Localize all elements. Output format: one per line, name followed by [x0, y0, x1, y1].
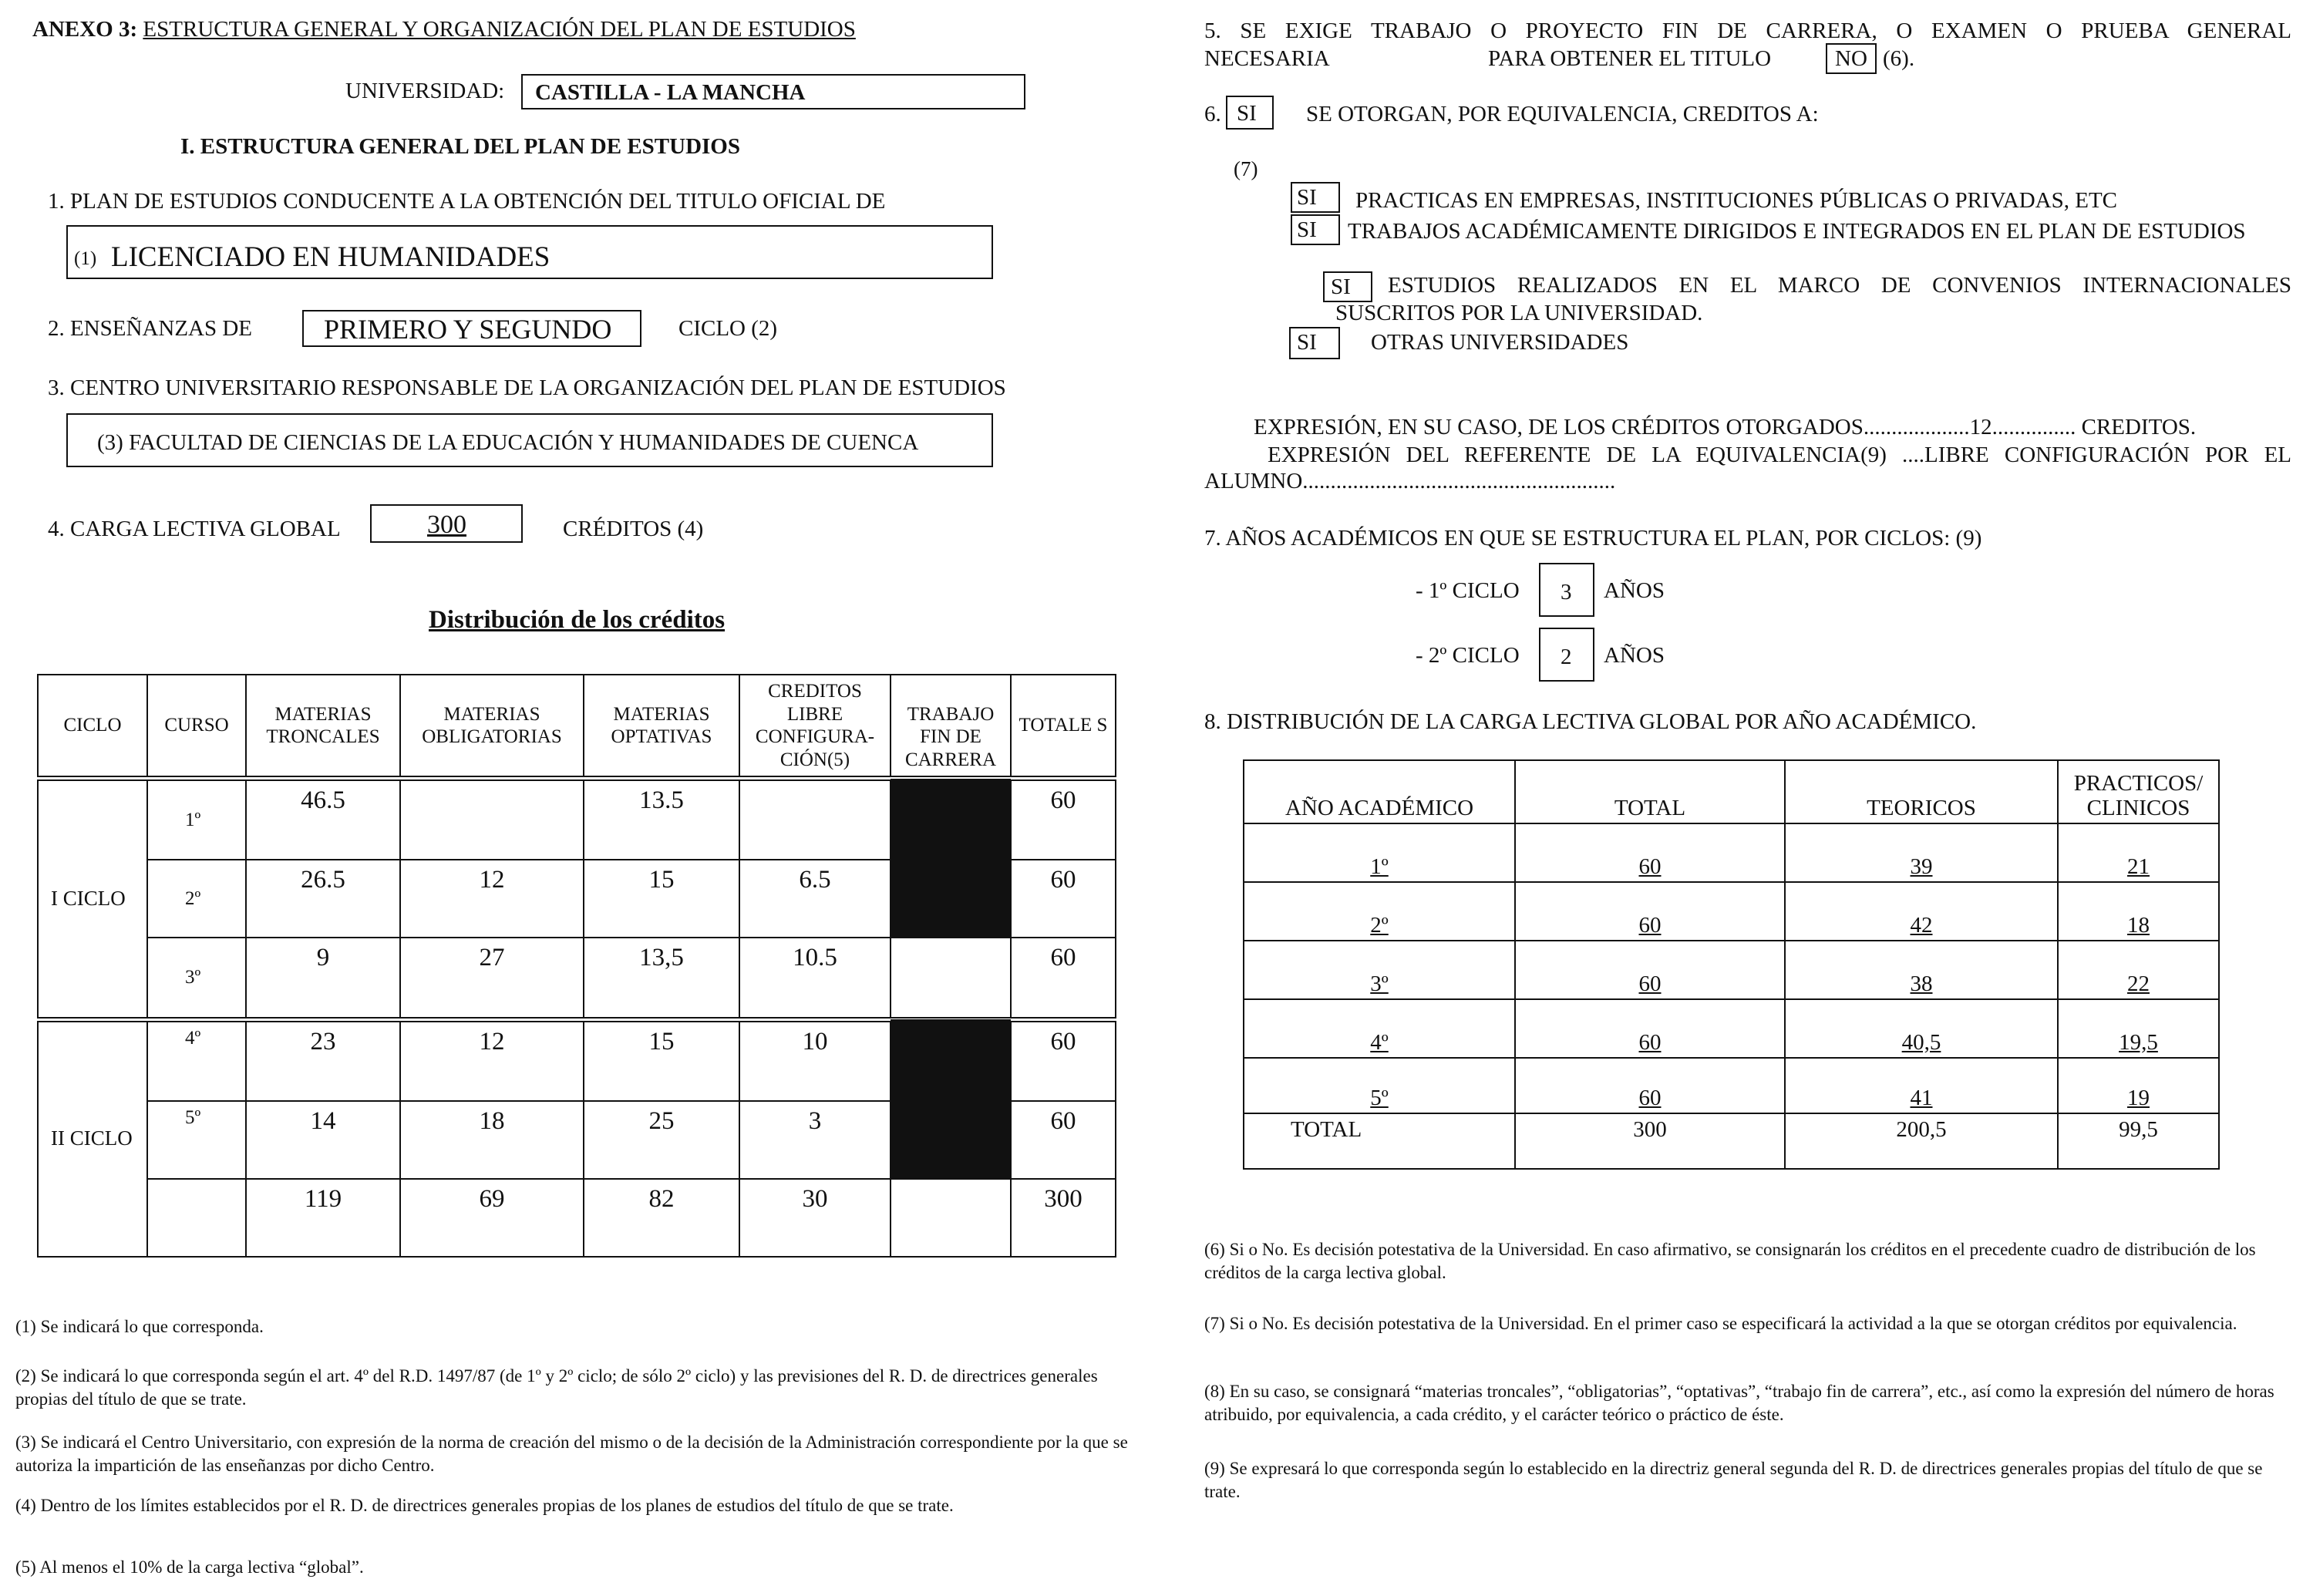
table-row — [38, 1019, 1116, 1101]
equiv-value-2: SI — [1297, 217, 1317, 242]
expr-creditos: EXPRESIÓN, EN SU CASO, DE LOS CRÉDITOS OTORGADOS...................12............... CREDITOS. — [1254, 415, 2197, 439]
item8-label: 8. DISTRIBUCIÓN DE LA CARGA LECTIVA GLOBAL POR AÑO ACADÉMICO. — [1204, 709, 1977, 734]
header-trabajo: TRABAJO FIN DE CARRERA — [891, 675, 1011, 779]
item5-note: (6). — [1883, 46, 1915, 71]
practicos-cell: 19,5 — [2058, 999, 2219, 1058]
table-row — [1244, 941, 2219, 999]
annex-heading — [32, 17, 856, 42]
years-header-ano: AÑO ACADÉMICO — [1244, 760, 1515, 823]
obligatorias-cell — [400, 779, 584, 860]
troncales-cell: 46.5 — [246, 779, 400, 860]
optativas-cell: 15 — [584, 860, 739, 938]
credits-distribution-table — [37, 674, 1116, 1258]
curso-cell: 4º — [147, 1019, 246, 1101]
years-distribution-table — [1243, 759, 2220, 1170]
equiv-box-3 — [1323, 271, 1372, 302]
total-cell: 60 — [1515, 823, 1785, 882]
total-label-cell: TOTAL — [1244, 1113, 1515, 1169]
optativas-cell: 25 — [584, 1101, 739, 1179]
footnote-8: (8) En su caso, se consignará “materias troncales”, “obligatorias”, “optativas”, “trabajo fin de carrera”, etc., así como la expresión del número de horas atribuido, por equivalencia, a cada crédito, y el carácter teórico o práctico de éste. — [1204, 1382, 2274, 1424]
equiv-box-4 — [1289, 327, 1340, 359]
annex-title: ESTRUCTURA GENERAL Y ORGANIZACIÓN DEL PLAN DE ESTUDIOS — [143, 17, 856, 42]
item5-value: NO — [1835, 46, 1867, 71]
expr-referente-1: EXPRESIÓN DEL REFERENTE DE LA EQUIVALENCIA(9) ....LIBRE CONFIGURACIÓN POR EL — [1268, 443, 2291, 467]
table-row — [1244, 882, 2219, 941]
carga-value: 300 — [427, 510, 466, 539]
item2-suffix: CICLO (2) — [678, 316, 778, 341]
expr-referente-2: ALUMNO........................................................ — [1204, 469, 1616, 493]
centro-box — [66, 413, 993, 467]
troncales-cell: 23 — [246, 1019, 400, 1101]
total-cell: 60 — [1515, 941, 1785, 999]
item5-line1: 5. SE EXIGE TRABAJO O PROYECTO FIN DE CARRERA, O EXAMEN O PRUEBA GENERAL — [1204, 19, 2291, 43]
ciclo1-label: - 1º CICLO — [1416, 578, 1520, 603]
footnote-6: (6) Si o No. Es decisión potestativa de la Universidad. En caso afirmativo, se consignarán los créditos en el precedente cuadro de distribución de los créditos de la carga lectiva global. — [1204, 1240, 2256, 1282]
practicos-cell: 22 — [2058, 941, 2219, 999]
footnote-2: (2) Se indicará lo que corresponda según el art. 4º del R.D. 1497/87 (de 1º y 2º ciclo; de sólo 2º ciclo) y las previsiones del R. D. de directrices generales propias del título de que se trate. — [15, 1366, 1098, 1409]
teoricos-cell: 38 — [1785, 941, 2058, 999]
total-cell: 60 — [1515, 882, 1785, 941]
universidad-value: CASTILLA - LA MANCHA — [535, 80, 806, 105]
equiv-value-4: SI — [1297, 330, 1317, 355]
equiv-label-1: PRACTICAS EN EMPRESAS, INSTITUCIONES PÚBLICAS O PRIVADAS, ETC — [1355, 188, 2118, 213]
teoricos-cell: 40,5 — [1785, 999, 2058, 1058]
equiv-box-1 — [1291, 182, 1340, 213]
optativas-cell: 13.5 — [584, 779, 739, 860]
centro-value: (3) FACULTAD DE CIENCIAS DE LA EDUCACIÓN Y HUMANIDADES DE CUENCA — [97, 430, 919, 455]
ano-cell: 4º — [1244, 999, 1515, 1058]
item7-label: 7. AÑOS ACADÉMICOS EN QUE SE ESTRUCTURA EL PLAN, POR CICLOS: (9) — [1204, 526, 1982, 551]
table-row — [38, 860, 1116, 938]
header-obligatorias: MATERIAS OBLIGATORIAS — [400, 675, 584, 779]
libre-cell: 10 — [739, 1019, 891, 1101]
years-header-teoricos: TEORICOS — [1785, 760, 2058, 823]
item6-value: SI — [1237, 101, 1257, 126]
ciclo1-anos: AÑOS — [1604, 578, 1665, 603]
table-row — [38, 938, 1116, 1019]
equiv-label-4: OTRAS UNIVERSIDADES — [1371, 330, 1629, 355]
item2-label: 2. ENSEÑANZAS DE — [48, 316, 253, 341]
table-row — [1244, 823, 2219, 882]
trabajo-cell-shaded — [891, 860, 1011, 938]
troncales-total: 119 — [246, 1179, 400, 1257]
footnote-9: (9) Se expresará lo que corresponda según lo establecido en la directriz general segunda del R. D. de directrices generales propias del título de que se trate. — [1204, 1459, 2263, 1501]
troncales-cell: 9 — [246, 938, 400, 1019]
optativas-cell: 13,5 — [584, 938, 739, 1019]
footnote-1: (1) Se indicará lo que corresponda. — [15, 1317, 264, 1336]
ensenanzas-value: PRIMERO Y SEGUNDO — [324, 314, 612, 345]
header-curso: CURSO — [147, 675, 246, 779]
header-optativas: MATERIAS OPTATIVAS — [584, 675, 739, 779]
ciclo1-value: 3 — [1561, 580, 1572, 604]
footnote-4: (4) Dentro de los límites establecidos por el R. D. de directrices generales propias de los planes de estudios del título de que se trate. — [15, 1496, 954, 1515]
header-ciclo: CICLO — [38, 675, 147, 779]
teoricos-cell: 42 — [1785, 882, 2058, 941]
practicos-cell: 18 — [2058, 882, 2219, 941]
libre-cell — [739, 779, 891, 860]
troncales-cell: 26.5 — [246, 860, 400, 938]
optativas-cell: 15 — [584, 1019, 739, 1101]
total-teoricos-cell: 200,5 — [1785, 1113, 2058, 1169]
trabajo-cell-shaded — [891, 779, 1011, 860]
item1-label: 1. PLAN DE ESTUDIOS CONDUCENTE A LA OBTENCIÓN DEL TITULO OFICIAL DE — [48, 189, 886, 214]
total-cell: 60 — [1011, 779, 1116, 860]
header-libre: CREDITOS LIBRE CONFIGURA-CIÓN(5) — [739, 675, 891, 779]
universidad-box — [521, 74, 1025, 109]
titulo-box — [66, 225, 993, 279]
table-row — [1244, 999, 2219, 1058]
grand-total: 300 — [1011, 1179, 1116, 1257]
curso-cell: 5º — [147, 1101, 246, 1179]
libre-total: 30 — [739, 1179, 891, 1257]
ciclo-cell: I CICLO — [38, 779, 147, 1020]
item5-box — [1826, 43, 1877, 74]
equiv-value-3: SI — [1331, 274, 1351, 299]
footnote-5: (5) Al menos el 10% de la carga lectiva “global”. — [15, 1557, 364, 1577]
item6-note: (7) — [1234, 157, 1258, 180]
teoricos-cell: 41 — [1785, 1058, 2058, 1113]
header-totales: TOTALE S — [1011, 675, 1116, 779]
ciclo2-value: 2 — [1561, 645, 1572, 669]
table-row — [38, 1101, 1116, 1179]
section-title: I. ESTRUCTURA GENERAL DEL PLAN DE ESTUDIOS — [180, 134, 740, 159]
total-total-cell: 300 — [1515, 1113, 1785, 1169]
troncales-cell: 14 — [246, 1101, 400, 1179]
total-cell: 60 — [1011, 1101, 1116, 1179]
curso-cell: 1º — [147, 779, 246, 860]
table-row — [1244, 1058, 2219, 1113]
total-cell: 60 — [1515, 999, 1785, 1058]
ensenanzas-box — [302, 310, 641, 347]
ciclo2-label: - 2º CICLO — [1416, 643, 1520, 668]
obligatorias-cell: 12 — [400, 1019, 584, 1101]
carga-box — [370, 504, 523, 543]
footnote-7: (7) Si o No. Es decisión potestativa de la Universidad. En el primer caso se especificará la actividad a la que se otorgan créditos por equivalencia. — [1204, 1314, 2237, 1333]
curso-cell: 2º — [147, 860, 246, 938]
obligatorias-cell: 27 — [400, 938, 584, 1019]
equiv-label-3b: SUSCRITOS POR LA UNIVERSIDAD. — [1335, 301, 1703, 325]
trabajo-cell-shaded — [891, 1101, 1011, 1179]
curso-cell — [147, 1179, 246, 1257]
total-cell: 60 — [1011, 860, 1116, 938]
total-cell: 60 — [1011, 938, 1116, 1019]
years-header-row — [1244, 760, 2219, 823]
obligatorias-total: 69 — [400, 1179, 584, 1257]
total-cell: 60 — [1011, 1019, 1116, 1101]
total-cell: 60 — [1515, 1058, 1785, 1113]
curso-cell: 3º — [147, 938, 246, 1019]
ciclo1-box — [1539, 563, 1594, 617]
footnote-3: (3) Se indicará el Centro Universitario, con expresión de la norma de creación del mismo o de la decisión de la Administración correspondiente por la que se autoriza la impartición de las enseñanzas por dicho Centro. — [15, 1433, 1128, 1475]
dist-title: Distribución de los créditos — [429, 606, 726, 634]
header-troncales: MATERIAS TRONCALES — [246, 675, 400, 779]
table-header-row — [38, 675, 1116, 779]
libre-cell: 3 — [739, 1101, 891, 1179]
trabajo-cell — [891, 938, 1011, 1019]
optativas-total: 82 — [584, 1179, 739, 1257]
ano-cell: 1º — [1244, 823, 1515, 882]
item6-num: 6. — [1204, 102, 1221, 126]
years-header-practicos: PRACTICOS/ CLINICOS — [2058, 760, 2219, 823]
item6-box — [1226, 96, 1274, 130]
equiv-value-1: SI — [1297, 185, 1317, 210]
teoricos-cell: 39 — [1785, 823, 2058, 882]
item5-necesaria: NECESARIA — [1204, 46, 1330, 71]
libre-cell: 6.5 — [739, 860, 891, 938]
table-row — [38, 779, 1116, 860]
ano-cell: 2º — [1244, 882, 1515, 941]
item1-note: (1) — [74, 248, 97, 269]
ciclo2-anos: AÑOS — [1604, 643, 1665, 668]
practicos-cell: 21 — [2058, 823, 2219, 882]
years-total-row — [1244, 1113, 2219, 1169]
table-totals-row — [38, 1179, 1116, 1257]
item6-label: SE OTORGAN, POR EQUIVALENCIA, CREDITOS A: — [1306, 102, 1819, 126]
equiv-label-2: TRABAJOS ACADÉMICAMENTE DIRIGIDOS E INTEGRADOS EN EL PLAN DE ESTUDIOS — [1348, 219, 2246, 244]
equiv-label-3: ESTUDIOS REALIZADOS EN EL MARCO DE CONVENIOS INTERNACIONALES — [1388, 273, 2291, 298]
ciclo-cell: II CICLO — [38, 1019, 147, 1257]
libre-cell: 10.5 — [739, 938, 891, 1019]
practicos-cell: 19 — [2058, 1058, 2219, 1113]
obligatorias-cell: 18 — [400, 1101, 584, 1179]
ano-cell: 5º — [1244, 1058, 1515, 1113]
item3-label: 3. CENTRO UNIVERSITARIO RESPONSABLE DE LA ORGANIZACIÓN DEL PLAN DE ESTUDIOS — [48, 375, 1006, 400]
trabajo-cell-shaded — [891, 1019, 1011, 1101]
titulo-value: LICENCIADO EN HUMANIDADES — [111, 241, 550, 273]
item5-titulo-label: PARA OBTENER EL TITULO — [1488, 46, 1772, 71]
years-header-total: TOTAL — [1515, 760, 1785, 823]
ano-cell: 3º — [1244, 941, 1515, 999]
equiv-box-2 — [1291, 214, 1340, 245]
ciclo2-box — [1539, 628, 1594, 682]
universidad-label: UNIVERSIDAD: — [345, 79, 505, 103]
item4-label: 4. CARGA LECTIVA GLOBAL — [48, 517, 341, 541]
annex-prefix: ANEXO 3: — [32, 17, 138, 42]
total-practicos-cell: 99,5 — [2058, 1113, 2219, 1169]
item4-suffix: CRÉDITOS (4) — [563, 517, 704, 541]
obligatorias-cell: 12 — [400, 860, 584, 938]
trabajo-cell — [891, 1179, 1011, 1257]
